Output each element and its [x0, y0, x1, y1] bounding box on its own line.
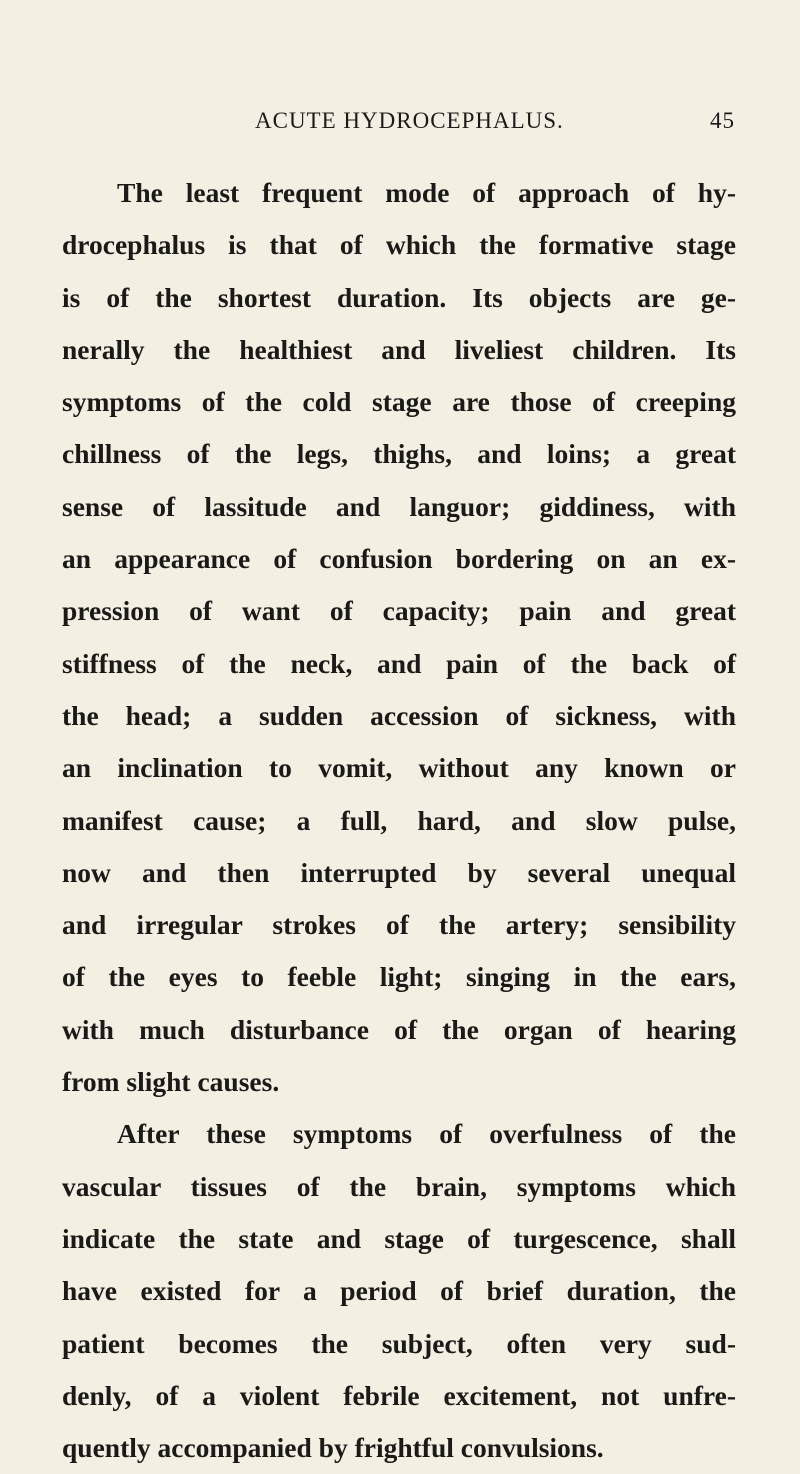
running-title: ACUTE HYDROCEPHALUS.	[255, 108, 564, 133]
text-line: After these symptoms of overfulness of the	[117, 1118, 736, 1150]
text-line: of the eyes to feeble light; singing in the ears,	[62, 961, 736, 993]
text-line: drocephalus is that of which the formative stage	[62, 229, 736, 261]
text-line: patient becomes the subject, often very sud-	[62, 1327, 736, 1359]
text-line: indicate the state and stage of turgescence, shall	[62, 1222, 736, 1254]
text-line: have existed for a period of brief duration, the	[62, 1275, 736, 1307]
text-line: is of the shortest duration. Its objects are ge-	[62, 281, 736, 313]
text-line: nerally the healthiest and liveliest children. Its	[62, 333, 736, 365]
text-line: now and then interrupted by several unequal	[62, 856, 736, 888]
text-line: and irregular strokes of the artery; sensibility	[62, 909, 736, 941]
paragraph-2	[62, 1108, 736, 1474]
text-line: an inclination to vomit, without any known or	[62, 752, 736, 784]
text-line: symptoms of the cold stage are those of creeping	[62, 386, 736, 418]
text-line: sense of lassitude and languor; giddiness, with	[62, 490, 736, 522]
page-number: 45	[710, 108, 735, 133]
body-text	[62, 167, 736, 1474]
text-line: vascular tissues of the brain, symptoms which	[62, 1170, 736, 1202]
text-line: with much disturbance of the organ of hearing	[62, 1013, 736, 1045]
running-head	[255, 108, 735, 148]
text-line: from slight causes.	[62, 1066, 280, 1098]
paragraph-1	[62, 167, 736, 1108]
text-line: chillness of the legs, thighs, and loins; a great	[62, 438, 736, 470]
text-line: pression of want of capacity; pain and great	[62, 595, 736, 627]
text-line: stiffness of the neck, and pain of the back of	[62, 647, 736, 679]
text-line: denly, of a violent febrile excitement, not unfre-	[62, 1379, 736, 1411]
text-line: an appearance of confusion bordering on an ex-	[62, 543, 736, 575]
text-line: manifest cause; a full, hard, and slow pulse,	[62, 804, 736, 836]
text-line: The least frequent mode of approach of hy-	[117, 177, 736, 208]
text-line: the head; a sudden accession of sickness, with	[62, 699, 736, 731]
text-line: quently accompanied by frightful convulsions.	[62, 1432, 604, 1464]
